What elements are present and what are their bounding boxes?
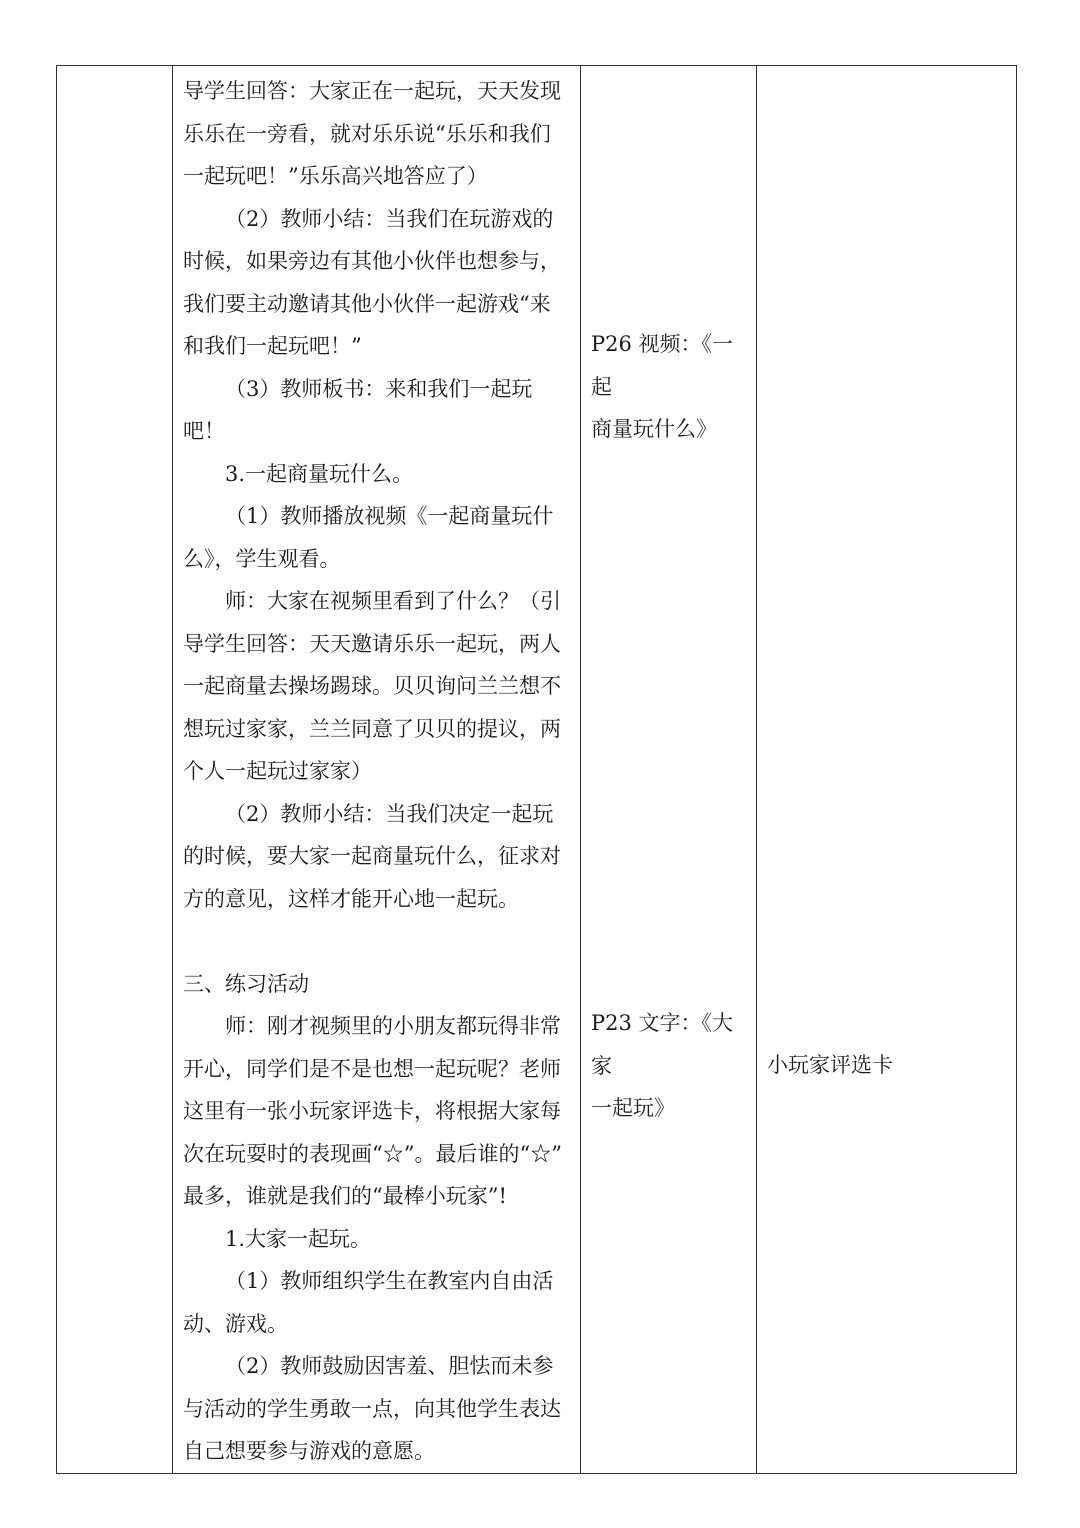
paragraph-line: 导学生回答：大家正在一起玩，天天发现 bbox=[183, 79, 561, 103]
resource-line: 商量玩什么》 bbox=[591, 417, 717, 441]
paragraph-line: 的时候，要大家一起商量玩什么，征求对 bbox=[183, 844, 561, 868]
paragraph-line: 和我们一起玩吧！” bbox=[183, 334, 362, 358]
paragraph-line: 方的意见，这样才能开心地一起玩。 bbox=[183, 886, 519, 911]
section-heading: 1.大家一起玩。 bbox=[225, 1226, 372, 1251]
paragraph-line: 个人一起玩过家家） bbox=[183, 759, 372, 783]
paragraph-line: 一起商量去操场踢球。贝贝询问兰兰想不 bbox=[183, 674, 561, 698]
blank-line bbox=[183, 920, 572, 963]
teaching-process-text bbox=[173, 66, 580, 1473]
paragraph-line: 开心，同学们是不是也想一起玩呢？老师 bbox=[183, 1056, 561, 1081]
paragraph-line: （1）教师组织学生在教室内自由活 bbox=[225, 1269, 554, 1293]
paragraph-line: 这里有一张小玩家评选卡，将根据大家每 bbox=[183, 1099, 561, 1123]
resource-line: P26 视频：《一起 bbox=[591, 332, 734, 399]
paragraph-line: 次在玩耍时的表现画“☆”。最后谁的“☆” bbox=[183, 1141, 562, 1166]
empty-stage-cell bbox=[57, 66, 173, 1474]
paragraph-line: 自己想要参与游戏的意愿。 bbox=[183, 1439, 435, 1463]
paragraph-line: 时候，如果旁边有其他小伙伴也想参与， bbox=[183, 249, 561, 273]
paragraph-line: （1）教师播放视频《一起商量玩什 bbox=[225, 504, 554, 528]
paragraph-line: （2）教师小结：当我们决定一起玩 bbox=[225, 801, 554, 826]
paragraph-line: 导学生回答：天天邀请乐乐一起玩，两人 bbox=[183, 631, 561, 656]
section-heading: 3.一起商量玩什么。 bbox=[225, 461, 414, 486]
lesson-plan-table bbox=[56, 65, 1017, 1474]
paragraph-line: （2）教师小结：当我们在玩游戏的 bbox=[225, 206, 554, 231]
paragraph-line: 乐乐在一旁看，就对乐乐说“乐乐和我们 bbox=[183, 121, 551, 146]
paragraph-line: 么》，学生观看。 bbox=[183, 546, 341, 571]
materials-cell bbox=[757, 66, 1017, 1474]
paragraph-line: 一起玩吧！”乐乐高兴地答应了） bbox=[183, 164, 488, 188]
table-row bbox=[57, 66, 1017, 1474]
paragraph-line: 我们要主动邀请其他小伙伴一起游戏“来 bbox=[183, 291, 551, 316]
section-heading: 三、练习活动 bbox=[183, 971, 309, 996]
paragraph-line: （3）教师板书：来和我们一起玩吧！ bbox=[183, 376, 533, 443]
paragraph-line: （2）教师鼓励因害羞、胆怯而未参 bbox=[225, 1354, 554, 1378]
teaching-process-cell bbox=[173, 66, 581, 1474]
resource-line: 一起玩》 bbox=[591, 1096, 675, 1120]
evaluation-card-material: 小玩家评选卡 bbox=[767, 1053, 893, 1077]
resources-cell bbox=[581, 66, 757, 1474]
paragraph-line: 想玩过家家，兰兰同意了贝贝的提议，两 bbox=[183, 716, 561, 741]
paragraph-line: 最多，谁就是我们的“最棒小玩家”! bbox=[183, 1184, 507, 1208]
paragraph-line: 师：刚才视频里的小朋友都玩得非常 bbox=[225, 1014, 561, 1038]
text-resource bbox=[591, 1002, 750, 1130]
video-resource bbox=[591, 323, 750, 451]
paragraph-line: 动、游戏。 bbox=[183, 1311, 288, 1336]
paragraph-line: 与活动的学生勇敢一点，向其他学生表达 bbox=[183, 1396, 561, 1421]
paragraph-line: 师：大家在视频里看到了什么？（引 bbox=[225, 589, 561, 613]
resource-line: P23 文字：《大家 bbox=[591, 1011, 734, 1078]
